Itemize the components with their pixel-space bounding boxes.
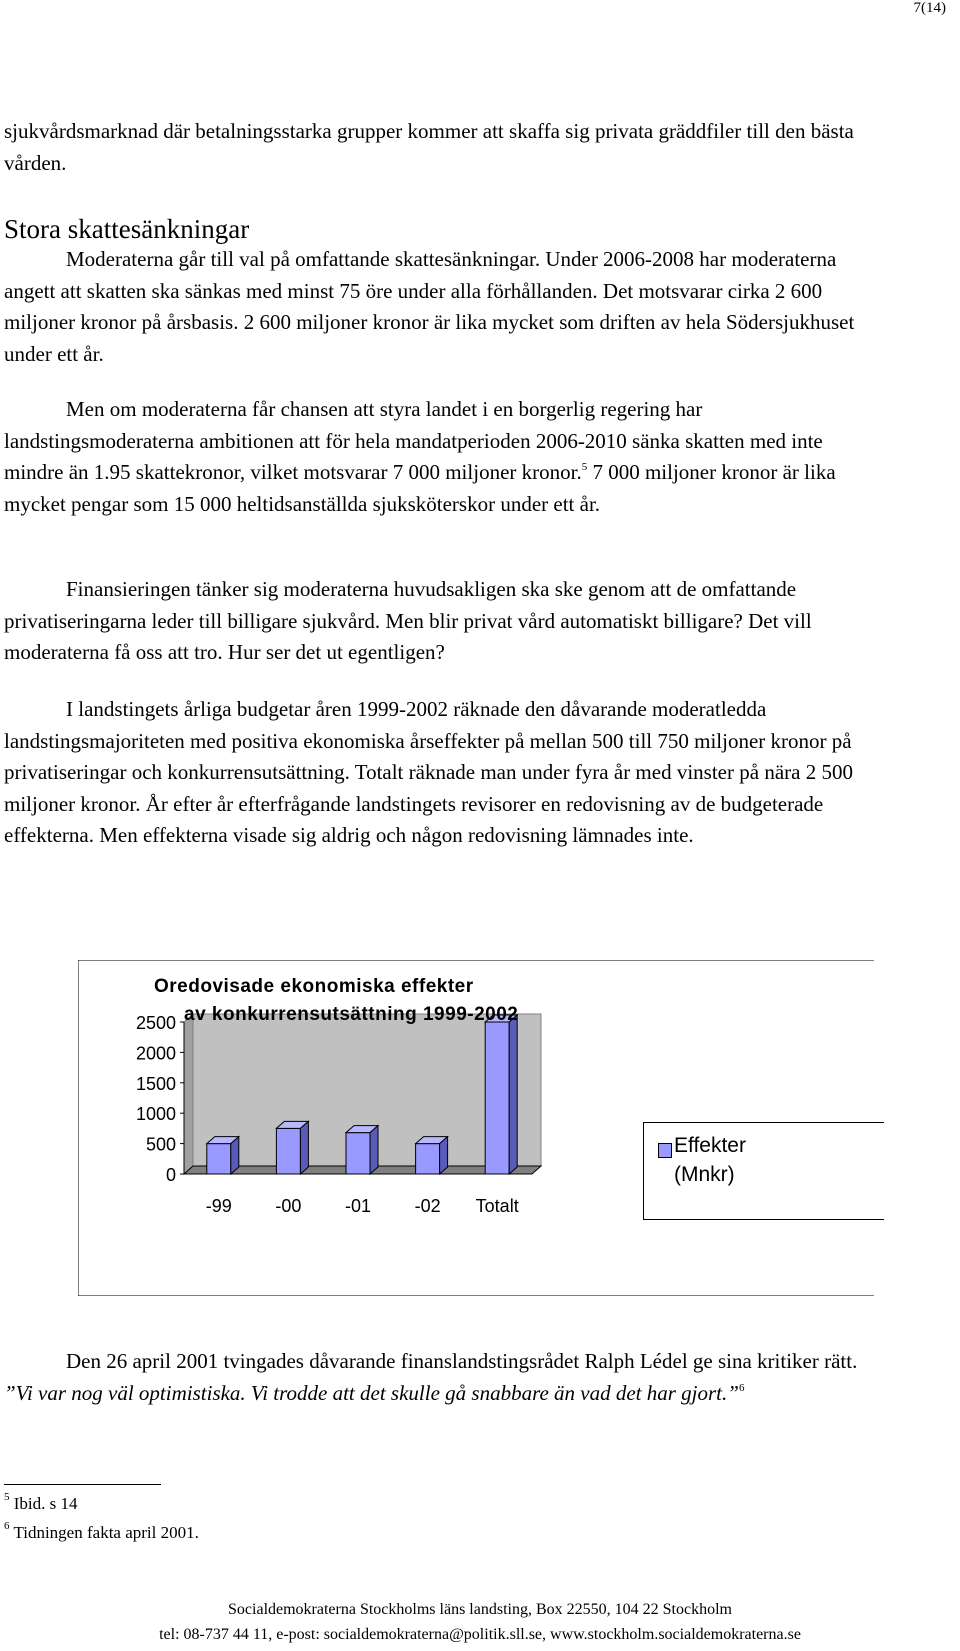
- paragraph-3: [4, 574, 870, 669]
- paragraph-2: [4, 394, 870, 520]
- paragraph-2-text: Men om moderaterna får chansen att styra landet i en borgerlig regering har landstingsmoderaterna ambitionen att för hela mandatperioden 2006-2010 sänka skatten med inte mindre än 1.95 skattekronor, vilket motsvarar 7 000 miljoner kronor.: [4, 397, 823, 484]
- paragraph-5-text: Den 26 april 2001 tvingades dåvarande finanslandstingsrådet Ralph Lédel ge sina kritiker rätt.: [66, 1349, 858, 1373]
- legend-label-line-1: Effekter: [674, 1134, 746, 1157]
- footnote-ref-5: 5: [581, 461, 588, 473]
- footnote-divider: [4, 1484, 161, 1485]
- paragraph-3-text: Finansieringen tänker sig moderaterna huvudsakligen ska ske genom att de omfattande privatiseringarna leder till billigare sjukvård. Men blir privat vård automatiskt billigare? Det vill moderaterna få oss att tro. Hur ser det ut egentligen?: [4, 577, 812, 664]
- footnote-5-mark: 5: [4, 1491, 10, 1503]
- legend-swatch: [658, 1143, 672, 1158]
- footnote-6-mark: 6: [4, 1520, 10, 1532]
- footer-contact: tel: 08-737 44 11, e-post: socialdemokraterna@politik.sll.se, www.stockholm.socialdemokraterna.se: [159, 1626, 801, 1643]
- y-tick-label: 2500: [135, 1013, 176, 1033]
- bar-side: [509, 1015, 517, 1174]
- paragraph-2-text-cont: 7 000 miljoner kronor är lika mycket pengar som 15 000 heltidsanställda sjuksköterskor under ett år.: [4, 460, 836, 516]
- footnote-6: [4, 1520, 199, 1543]
- paragraph-1-text: Moderaterna går till val på omfattande skattesänkningar. Under 2006-2008 har moderaterna angett att skatten ska sänkas med minst 75 öre under alla förhållanden. Det motsvarar cirka 2 600 miljoner kronor på årsbasis. 2 600 miljoner kronor är lika mycket som driften av hela Södersjukhuset under ett år.: [4, 247, 855, 366]
- footnote-5: [4, 1491, 78, 1514]
- y-tick-label: 1000: [135, 1104, 176, 1125]
- x-tick-label: -02: [414, 1196, 441, 1216]
- y-tick-label: 1500: [135, 1073, 176, 1094]
- paragraph-1: [4, 244, 870, 370]
- footnote-6-text: Tidningen fakta april 2001.: [13, 1523, 199, 1542]
- bar-front: [346, 1133, 370, 1174]
- bar-side: [440, 1137, 448, 1174]
- paragraph-5: [4, 1346, 870, 1409]
- chart-title-line-1: Oredovisade ekonomiska effekter: [154, 976, 474, 997]
- chart-title-line-2: av konkurrensutsättning 1999-2002: [184, 1004, 519, 1025]
- bar-front: [416, 1144, 440, 1174]
- chart-side-wall: [184, 1014, 193, 1174]
- legend-label-line-2: (Mnkr): [674, 1163, 735, 1186]
- intro-paragraph: sjukvårdsmarknad där betalningsstarka grupper kommer att skaffa sig privata gräddfiler till den bästa vården.: [4, 119, 854, 175]
- bar-side: [370, 1126, 378, 1174]
- y-tick-label: 2000: [135, 1043, 176, 1064]
- section-heading: Stora skattesänkningar: [4, 214, 250, 244]
- page-number: 7(14): [913, 0, 946, 16]
- footnote-ref-6: 6: [738, 1381, 745, 1394]
- bar-front: [207, 1144, 231, 1174]
- y-tick-label: 500: [145, 1134, 176, 1155]
- x-tick-label: -00: [275, 1196, 302, 1216]
- bar-side: [231, 1137, 239, 1174]
- bar-chart: [78, 960, 874, 1296]
- y-tick-label: 0: [165, 1165, 176, 1185]
- paragraph-4-text: I landstingets årliga budgetar åren 1999-2002 räknade den dåvarande moderatledda landstingsmajoriteten med positiva ekonomiska årseffekter på mellan 500 till 750 miljoner kronor på privatiseringar och konkurrensutsättning. Totalt räknade man under fyra år med vinster på nära 2 500 miljoner kronor. År efter år efterfrågande landstingets revisorer en redovisning av de budgeterade effekterna. Men effekterna visade sig aldrig och någon redovisning lämnades inte.: [4, 697, 853, 847]
- x-tick-label: -99: [205, 1196, 232, 1216]
- bar-front: [485, 1022, 509, 1174]
- paragraph-5-quote: ”Vi var nog väl optimistiska. Vi trodde att det skulle gå snabbare än vad det har gjort.”: [4, 1380, 739, 1405]
- legend-label: [674, 1131, 874, 1189]
- bar-front: [276, 1128, 300, 1174]
- footer-address: Socialdemokraterna Stockholms läns landsting, Box 22550, 104 22 Stockholm: [228, 1601, 732, 1618]
- x-tick-label: -01: [344, 1196, 372, 1216]
- footnote-5-text: Ibid. s 14: [13, 1494, 78, 1513]
- chart-legend: [643, 1122, 884, 1220]
- x-tick-label: Totalt: [475, 1196, 519, 1216]
- paragraph-4: [4, 694, 870, 852]
- bar-side: [300, 1121, 308, 1174]
